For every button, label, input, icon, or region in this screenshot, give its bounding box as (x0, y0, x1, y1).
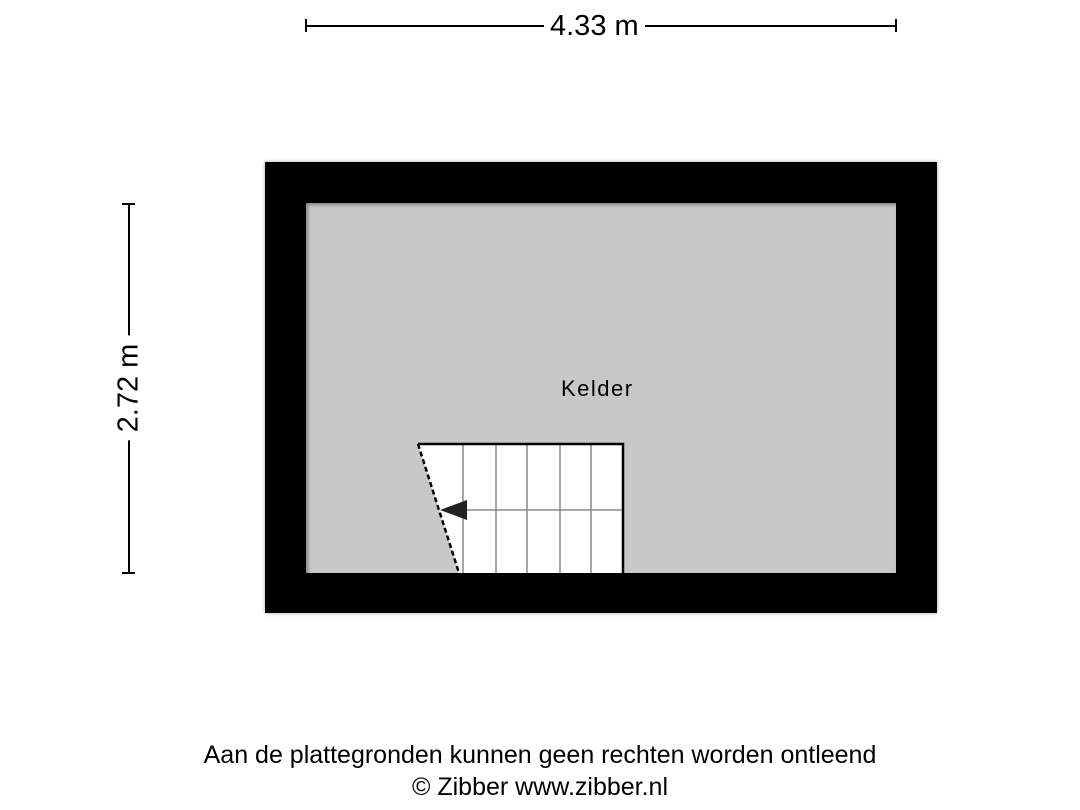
disclaimer-text: Aan de plattegronden kunnen geen rechten worden ontleend (203, 741, 877, 769)
width-dimension-tick-right (895, 19, 897, 32)
height-dimension-tick-bottom (122, 572, 135, 574)
stair (410, 436, 632, 578)
height-dimension-label: 2.72 m (111, 336, 148, 441)
height-dimension-tick-top (122, 203, 135, 205)
room-label-kelder: Kelder (561, 376, 634, 401)
width-dimension-label: 4.33 m (544, 12, 645, 41)
width-dimension-tick-left (305, 19, 307, 32)
copyright-text: © Zibber www.zibber.nl (411, 773, 669, 801)
